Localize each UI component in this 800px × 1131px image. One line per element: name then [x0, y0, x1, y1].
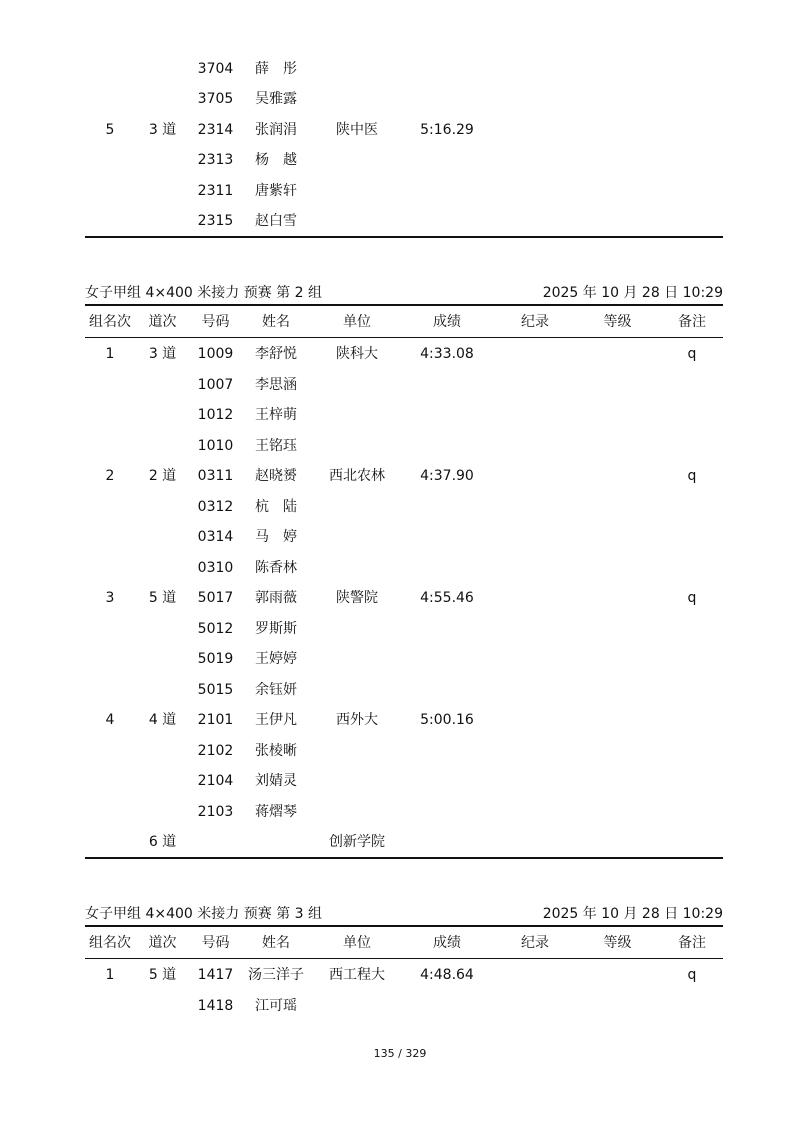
cell-number: 5017	[197, 590, 234, 606]
col-header-record: 纪录	[521, 314, 549, 330]
cell-name: 王婷婷	[255, 651, 297, 667]
header-bottom-rule	[85, 337, 723, 338]
table-row	[85, 710, 723, 730]
cell-note: q	[687, 468, 697, 484]
cell-result: 4:55.46	[420, 590, 474, 606]
cell-number: 5012	[197, 620, 234, 637]
cell-name: 蒋熠琴	[255, 803, 297, 820]
cell-unit: 西北农林	[329, 468, 385, 484]
cell-number: 1012	[197, 407, 234, 423]
cell-name: 李思涵	[255, 376, 297, 393]
cell-unit: 陕科大	[336, 346, 378, 362]
col-header-name: 姓名	[262, 935, 290, 951]
cell-number: 2313	[197, 152, 234, 169]
cell-rank: 1	[105, 346, 115, 362]
cell-result: 4:37.90	[420, 468, 474, 484]
table-row	[85, 181, 723, 201]
cell-number: 1009	[197, 346, 234, 362]
table-bottom-rule	[85, 857, 723, 859]
cell-number: 3705	[197, 91, 234, 108]
cell-number: 2102	[197, 742, 234, 759]
col-header-rank: 组名次	[89, 314, 131, 330]
page-number: 135 / 329	[373, 1047, 427, 1060]
cell-number: 2101	[197, 712, 234, 728]
cell-number: 2103	[197, 803, 234, 820]
cell-lane: 3 道	[148, 121, 177, 138]
col-header-record: 纪录	[521, 935, 549, 951]
table-row	[85, 150, 723, 170]
table-row	[85, 771, 723, 791]
cell-name: 杭 陆	[255, 498, 297, 515]
cell-number: 1010	[197, 437, 234, 454]
cell-name: 张棱晰	[255, 742, 297, 759]
table-row	[85, 649, 723, 669]
table-row	[85, 588, 723, 608]
cell-name: 汤三洋子	[248, 967, 304, 983]
cell-lane: 5 道	[148, 590, 177, 606]
cell-number: 2104	[197, 773, 234, 789]
cell-note: q	[687, 967, 697, 983]
group2-timestamp: 2025 年 10 月 28 日 10:29	[542, 285, 723, 301]
cell-unit: 陕中医	[336, 121, 378, 138]
cell-name: 郭雨薇	[255, 590, 297, 606]
col-header-lane: 道次	[148, 935, 177, 951]
header-top-rule	[85, 925, 723, 927]
header-top-rule	[85, 304, 723, 306]
cell-rank: 2	[105, 468, 115, 484]
group3-title: 女子甲组 4×400 米接力 预赛 第 3 组	[85, 906, 322, 922]
table-row	[85, 344, 723, 364]
cell-name: 王梓萌	[255, 407, 297, 423]
table-row	[85, 619, 723, 639]
cell-number: 3704	[197, 61, 234, 77]
table-row	[85, 527, 723, 547]
cell-number: 2315	[197, 213, 234, 229]
cell-note: q	[687, 590, 697, 606]
cell-name: 唐紫轩	[255, 182, 297, 199]
group3-title-line	[85, 904, 723, 924]
cell-unit: 西工程大	[329, 967, 385, 983]
cell-name: 张润涓	[255, 121, 297, 138]
cell-number: 0314	[197, 529, 234, 545]
cell-result: 5:16.29	[420, 121, 474, 138]
cell-number: 1007	[197, 376, 234, 393]
group2-title-line	[85, 283, 723, 303]
table-row	[85, 802, 723, 822]
table-row	[85, 996, 723, 1016]
col-header-result: 成绩	[433, 935, 461, 951]
cell-number: 0311	[197, 468, 234, 484]
col-header-unit: 单位	[343, 935, 371, 951]
col-header-number: 号码	[201, 935, 230, 951]
cell-name: 刘婧灵	[255, 773, 297, 789]
cell-unit: 创新学院	[329, 834, 385, 850]
table-row	[85, 59, 723, 79]
table-row	[85, 436, 723, 456]
cell-lane: 3 道	[148, 346, 177, 362]
table-row	[85, 120, 723, 140]
col-header-grade: 等级	[603, 314, 632, 330]
group3-timestamp: 2025 年 10 月 28 日 10:29	[542, 906, 723, 922]
cell-lane: 5 道	[148, 967, 177, 983]
cell-name: 余钰妍	[255, 681, 297, 698]
group3-header-row	[85, 933, 723, 953]
cell-result: 5:00.16	[420, 712, 474, 728]
cell-rank: 3	[105, 590, 115, 606]
table-row	[85, 375, 723, 395]
cell-lane: 2 道	[148, 468, 177, 484]
group2-title: 女子甲组 4×400 米接力 预赛 第 2 组	[85, 285, 322, 301]
col-header-lane: 道次	[148, 314, 177, 330]
cell-number: 1417	[197, 967, 234, 983]
cell-name: 赵白雪	[255, 213, 297, 229]
table-row	[85, 680, 723, 700]
cell-result: 4:33.08	[420, 346, 474, 362]
col-header-rank: 组名次	[89, 935, 131, 951]
col-header-name: 姓名	[262, 314, 290, 330]
col-header-unit: 单位	[343, 314, 371, 330]
cell-rank: 5	[105, 121, 115, 138]
cell-rank: 1	[105, 967, 115, 983]
cell-unit: 西外大	[336, 712, 378, 728]
cell-number: 5019	[197, 651, 234, 667]
col-header-number: 号码	[201, 314, 230, 330]
header-bottom-rule	[85, 958, 723, 959]
cell-number: 2311	[197, 182, 234, 199]
table-row	[85, 832, 723, 852]
table-row	[85, 497, 723, 517]
table-row	[85, 211, 723, 231]
cell-lane: 4 道	[148, 712, 177, 728]
cell-name: 杨 越	[255, 152, 297, 169]
cell-number: 0312	[197, 498, 234, 515]
cell-rank: 4	[105, 712, 115, 728]
cell-lane: 6 道	[148, 834, 177, 850]
table-row	[85, 466, 723, 486]
cell-name: 吴雅露	[255, 91, 297, 108]
col-header-note: 备注	[678, 314, 706, 330]
cell-name: 王伊凡	[255, 712, 297, 728]
cell-name: 陈香林	[255, 559, 297, 576]
cell-number: 1418	[197, 997, 234, 1014]
table-row	[85, 965, 723, 985]
table-row	[85, 405, 723, 425]
cell-name: 罗斯斯	[255, 620, 297, 637]
col-header-note: 备注	[678, 935, 706, 951]
cell-number: 0310	[197, 559, 234, 576]
cell-unit: 陕警院	[336, 590, 378, 606]
cell-name: 薛 彤	[255, 61, 297, 77]
cell-name: 江可瑶	[255, 997, 297, 1014]
table-row	[85, 558, 723, 578]
col-header-grade: 等级	[603, 935, 632, 951]
cell-name: 赵晓赟	[255, 468, 297, 484]
table-row	[85, 741, 723, 761]
cell-number: 5015	[197, 681, 234, 698]
cell-number: 2314	[197, 121, 234, 138]
cell-name: 李舒悦	[255, 346, 297, 362]
cell-result: 4:48.64	[420, 967, 474, 983]
cell-note: q	[687, 346, 697, 362]
cell-name: 王铭珏	[255, 437, 297, 454]
table-bottom-rule	[85, 236, 723, 238]
cell-name: 马 婷	[255, 529, 297, 545]
table-row	[85, 89, 723, 109]
col-header-result: 成绩	[433, 314, 461, 330]
group2-header-row	[85, 312, 723, 332]
